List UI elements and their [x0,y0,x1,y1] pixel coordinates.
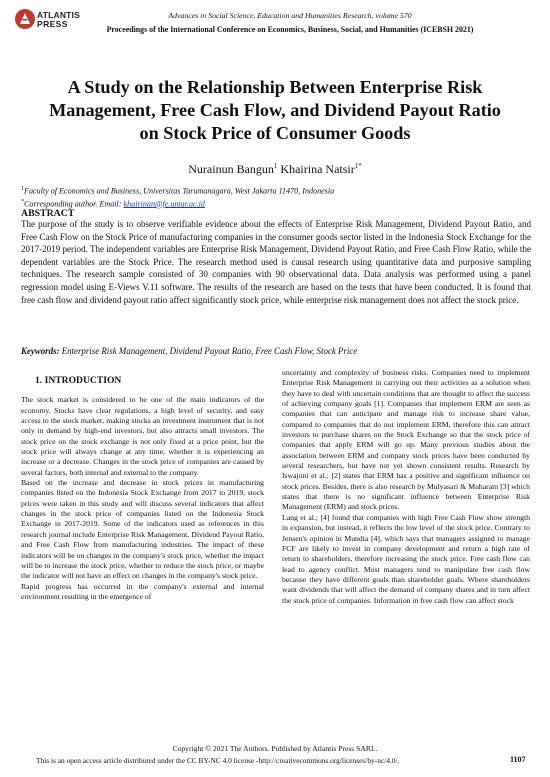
author-email-link[interactable]: khairinan@fe.untar.ac.id [123,199,205,209]
corresponding-sup: * [21,198,24,205]
body-paragraph: The stock market is considered to be one of the main indicators of the economy. Stocks have clear regulations, a high level of security, and easy access to the stock market, making stocks an investment instrument that is not only in demand by high-end investors, but also attracts small investors. The stock price on the stock exchange is not only fixed at a price point, but the stock price will always change at any time, whether it is experiencing an increase or a decrease. Changes in the stock price of companies are caused by several factors, both internal and external to the company. [21,395,264,477]
body-paragraph: Lang et al.; [4] found that companies with high Free Cash Flow show strength in expansion, but instead, it reflects the low level of the stock price. Contrary to Jensen's opinion in Mundia [4], which says that managers assigned to manage FCF are likely to invest in company development and return a high rate of return to shareholders, therefore increasing the stock price. Free cash flow can lead to agency conflict. Most managers tend to manipulate free cash flow because they have different goals than shareholder goals. Where shareholders want dividends that will affect the demand of company shares and in turn affect the stock price of companies. Information in free cash flow can affect stock [282,512,530,605]
abstract-heading: ABSTRACT [21,208,75,219]
abstract-body: The purpose of the study is to observe verifiable evidence about the effects of Enterprise Risk Management, Dividend Payout Ratio, and Free Cash Flow on the Stock Price of manufacturing companies in the consumer goods sector listed in the Indonesia Stock Exchange for the 2017-2019 period. The independent variables are Enterprise Risk Management, Dividend Payout Ratio, and Free Cash Flow Ratio, while the dependent variables are the Stock Price. The research method used is causal research using quantitative data and purposive sampling techniques. The research sample consisted of 30 companies with 90 observational data. Data analysis was performed using a panel regression model using E-Views V.11 software. The results of the research are based on the tests that have been conducted. It is found that free cash flow and dividend payout ratio affect significantly stock price, while enterprise risk management does not affect the stock price. [21,219,531,305]
keywords [21,346,531,356]
keywords-text: Enterprise Risk Management, Dividend Payout Ratio, Free Cash Flow, Stock Price [61,346,358,356]
license-line: This is an open access article distributed under the CC BY-NC 4.0 license -http://creativecommons.org/licenses/by-nc/4.0/. [36,756,400,765]
author-name: Khairina Natsir [280,162,355,176]
affiliation-sup: 1 [21,186,24,192]
journal-header: Advances in Social Science, Education and Humanities Research, volume 570 [168,11,412,20]
paper-title: A Study on the Relationship Between Enterprise Risk Management, Free Cash Flow, and Dividend Payout Ratio on Stock Price of Consumer Goods [49,77,501,143]
copyright-line: Copyright © 2021 The Authors. Published by Atlantis Press SARL. [172,744,378,753]
section-heading-introduction: 1. INTRODUCTION [35,375,122,386]
body-paragraph: Based on the increase and decrease in stock prices in manufacturing companies listed on the Indonesia Stock Exchange from 2017 to 2019, stock prices were taken in this study and will discuss several indicators that affect changes in the stock price of companies listed on the Indonesia Stock Exchange in 2017-2019. Some of the indicators used as references in this research journal include Enterprise Risk Management, Dividend Payout Ratio, and Free Cash Flow from manufacturing industries. The impact of these indicators will be on changes in the company's stock price, whether the impact will be to increase the stock price, whether to reduce the stock price, or maybe the indicator will not have an effect on changes in the company's stock price. [21,478,264,581]
right-column [282,368,530,606]
keywords-label: Keywords: [21,346,60,356]
body-paragraph: Rapid progress has occurred in the company's external and internal environment resulting in the emergence of [21,581,264,601]
corresponding-label: Corresponding author. Email: [24,199,124,209]
authors [0,162,550,177]
proceedings-header: Proceedings of the International Conference on Economics, Business, Social, and Humanities (ICEBSH 2021) [106,25,474,34]
author-sup: 1 [273,162,278,170]
logo-text-line2: PRESS [37,19,68,29]
affiliation-text: Faculty of Economics and Business, Universitas Tarumanagara, West Jakarta 11470, Indonesia [24,186,335,196]
affiliation-line [21,184,334,197]
logo-text-line1: ATLANTIS [37,10,80,20]
author-name: Nurainun Bangun [188,162,274,176]
affiliations [21,184,334,209]
body-paragraph: uncertainty and complexity of business risks. Companies need to implement Enterprise Risk Management in carrying out their activities as a solution when they have to deal with uncertain conditions that are thought to affect the success of achieving company goals [1]. Companies that implement ERM are seen as companies that can anticipate and manage risk to increase share value, compared to companies that do not implement ERM, therefore this can attract investors to purchase shares on the Stock Exchange so that the stock price of companies that apply ERM will go up. Many previous studies about the association between ERM and company stock prices have been conducted by several researchers, but have not yet shown consistent results. Research by Iswajuni et al.; [2] states that ERM has a positive and significant influence on stock prices. Besides, there is also research by Mulyasari & Muharam [3] which states that there is no significant influence between Enterprise Risk Management (ERM) and stock prices. [282,368,530,512]
left-column [21,370,264,602]
author-sup: 1* [354,162,362,170]
page-number: 1107 [510,755,526,764]
